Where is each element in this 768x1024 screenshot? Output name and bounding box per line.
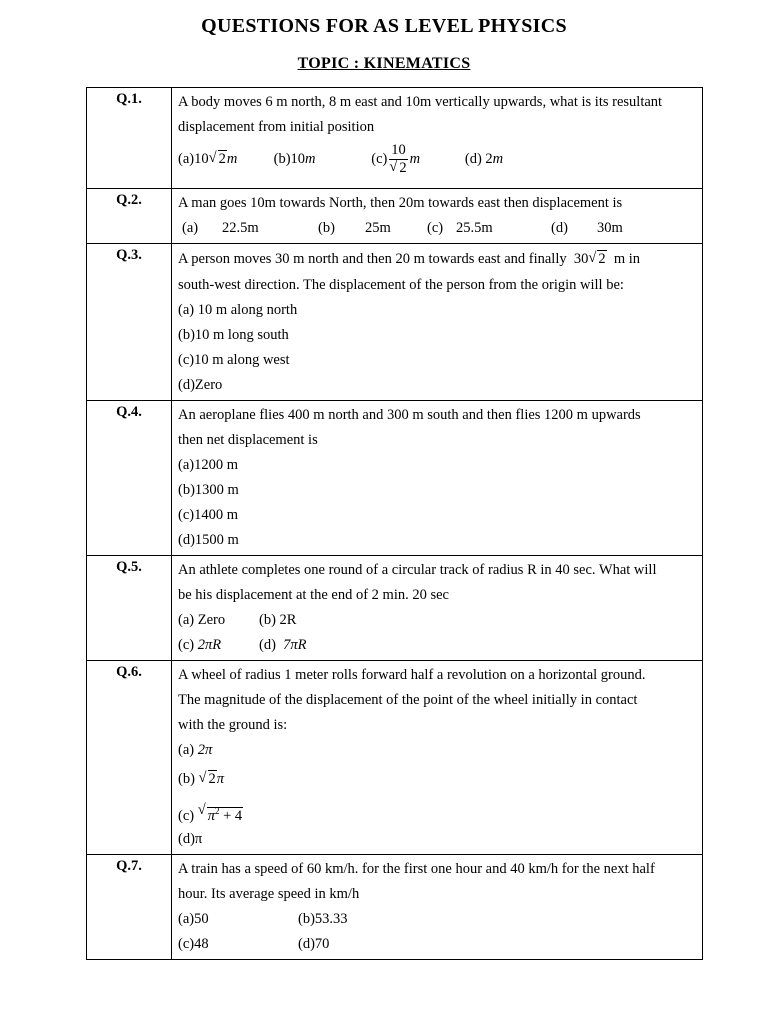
page-title: QUESTIONS FOR AS LEVEL PHYSICS	[201, 15, 567, 37]
option-c-value: 25.5m	[456, 220, 493, 236]
question-text: displacement from initial position	[178, 119, 375, 135]
question-body	[172, 244, 703, 401]
option-d: (d)1500 m	[178, 532, 239, 548]
option-d-label: (d)	[551, 220, 568, 236]
option-c: (c) 10 √ 2 m	[371, 140, 461, 178]
options-row	[178, 608, 696, 633]
question-row-4	[87, 401, 703, 556]
options-row	[178, 932, 696, 957]
questions-table	[86, 87, 703, 960]
options-row	[178, 907, 696, 932]
question-text: then net displacement is	[178, 432, 318, 448]
option-d: (d)π	[178, 831, 203, 847]
option-b-label: (b)	[318, 220, 335, 236]
options-row	[178, 633, 696, 658]
option-b: (b) 2R	[259, 612, 297, 628]
question-text: An aeroplane flies 400 m north and 300 m south and then flies 1200 m upwards	[178, 407, 641, 423]
option-c: (c) √ $\pi^2 + 4$	[178, 795, 696, 827]
question-text: hour. Its average speed in km/h	[178, 886, 360, 902]
question-number: Q.2.	[87, 189, 172, 244]
question-body	[172, 88, 703, 189]
question-number: Q.6.	[87, 661, 172, 855]
options-row	[178, 216, 696, 241]
question-text: A train has a speed of 60 km/h. for the first one hour and 40 km/h for the next half	[178, 861, 655, 877]
option-a-label: (a)	[182, 220, 199, 236]
option-d: (d)Zero	[178, 377, 223, 393]
option-a: (a) 10 m along north	[178, 302, 298, 318]
option-c: (c)1400 m	[178, 507, 238, 523]
option-d-value: 30m	[597, 220, 623, 236]
topic-heading: TOPIC : KINEMATICS	[297, 55, 471, 72]
question-text: An athlete completes one round of a circular track of radius R in 40 sec. What will	[178, 562, 657, 578]
question-number: Q.4.	[87, 401, 172, 556]
option-d: (d) 2m	[464, 151, 504, 167]
question-body	[172, 189, 703, 244]
option-a: (a)1200 m	[178, 457, 238, 473]
option-b-value: 25m	[365, 220, 391, 236]
question-body	[172, 661, 703, 855]
option-a: (a) 2π	[178, 742, 213, 758]
question-row-5	[87, 556, 703, 661]
option-a: (a)10√ 2m	[178, 140, 270, 178]
question-body	[172, 855, 703, 960]
option-c-label: (c)	[427, 220, 444, 236]
question-text: south-west direction. The displacement of the person from the origin will be:	[178, 277, 624, 293]
question-text: A man goes 10m towards North, then 20m towards east then displacement is	[178, 195, 623, 211]
option-a: (a) Zero	[178, 612, 226, 628]
question-row-7	[87, 855, 703, 960]
option-b: (b)10 m long south	[178, 327, 289, 343]
option-b: (b) √ 2π	[178, 763, 696, 795]
question-row-6	[87, 661, 703, 855]
question-number: Q.1.	[87, 88, 172, 189]
option-c: (c)10 m along west	[178, 352, 290, 368]
option-c: (c) 2πR	[178, 637, 222, 653]
question-text: with the ground is:	[178, 717, 288, 733]
question-text: A wheel of radius 1 meter rolls forward half a revolution on a horizontal ground.	[178, 667, 646, 683]
option-a: (a)50	[178, 911, 209, 927]
question-number: Q.5.	[87, 556, 172, 661]
option-a-value: 22.5m	[222, 220, 259, 236]
question-row-1	[87, 88, 703, 189]
option-d: (d) 7πR	[259, 637, 307, 653]
question-text: be his displacement at the end of 2 min. 20 sec	[178, 587, 449, 603]
question-text: A person moves 30 m north and then 20 m towards east and finally 30√ 2 m in	[178, 246, 696, 273]
option-d: (d)70	[298, 936, 330, 952]
question-number: Q.3.	[87, 244, 172, 401]
question-body	[172, 556, 703, 661]
question-body	[172, 401, 703, 556]
options-row	[178, 140, 696, 178]
option-b: (b)10m	[273, 151, 316, 167]
question-text: A body moves 6 m north, 8 m east and 10m vertically upwards, what is its resultant	[178, 94, 663, 110]
question-text: The magnitude of the displacement of the point of the wheel initially in contact	[178, 692, 638, 708]
question-row-2	[87, 189, 703, 244]
question-row-3	[87, 244, 703, 401]
question-number: Q.7.	[87, 855, 172, 960]
option-b: (b)53.33	[298, 911, 348, 927]
option-b: (b)1300 m	[178, 482, 239, 498]
option-c: (c)48	[178, 936, 209, 952]
